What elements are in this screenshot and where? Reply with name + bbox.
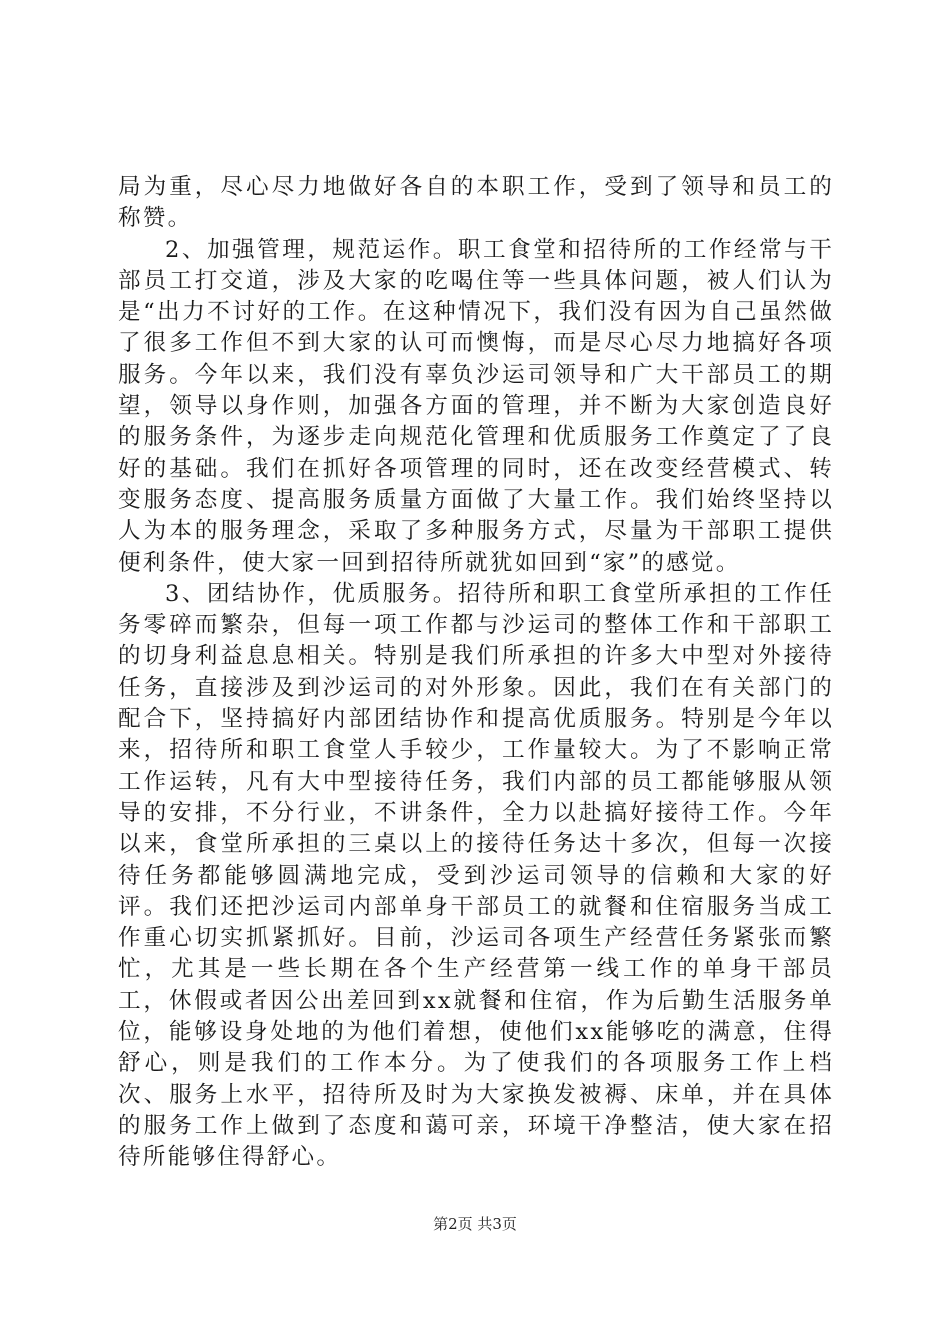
page-footer: 第2页 共3页 [433, 1215, 517, 1233]
paragraph-continuation: 局为重，尽心尽力地做好各自的本职工作，受到了领导和员工的称赞。 [118, 174, 834, 232]
paragraph-management: 2、加强管理，规范运作。职工食堂和招待所的工作经常与干部员工打交道，涉及大家的吃喝住等一些具体问题，被人们认为是“出力不讨好的工作。在这种情况下，我们没有因为自己虽然做了很多工作但不到大家的认可而懊悔，而是尽心尽力地搞好各项服务。今年以来，我们没有辜负沙运司领导和广大干部员工的期望，领导以身作则，加强各方面的管理，并不断为大家创造良好的服务条件，为逐步走向规范化管理和优质服务工作奠定了了良好的基础。我们在抓好各项管理的同时，还在改变经营模式、转变服务态度、提高服务质量方面做了大量工作。我们始终坚持以人为本的服务理念，采取了多种服务方式，尽量为干部职工提供便利条件，使大家一回到招待所就犹如回到“家”的感觉。 [118, 236, 834, 576]
paragraph-cooperation: 3、团结协作，优质服务。招待所和职工食堂所承担的工作任务零碎而繁杂，但每一项工作都与沙运司的整体工作和干部职工的切身利益息息相关。特别是我们所承担的许多大中型对外接待任务，直接涉及到沙运司的对外形象。因此，我们在有关部门的配合下，坚持搞好内部团结协作和提高优质服务。特别是今年以来，招待所和职工食堂人手较少，工作量较大。为了不影响正常工作运转，凡有大中型接待任务，我们内部的员工都能够服从领导的安排，不分行业，不讲条件，全力以赴搞好接待工作。今年以来，食堂所承担的三桌以上的接待任务达十多次，但每一次接待任务都能够圆满地完成，受到沙运司领导的信赖和大家的好评。我们还把沙运司内部单身干部员工的就餐和住宿服务当成工作重心切实抓紧抓好。目前，沙运司各项生产经营任务紧张而繁忙，尤其是一些长期在各个生产经营第一线工作的单身干部员工，休假或者因公出差回到xx就餐和住宿，作为后勤生活服务单位，能够设身处地的为他们着想，使他们xx能够吃的满意，住得舒心，则是我们的工作本分。为了使我们的各项服务工作上档次、服务上水平，招待所及时为大家换发被褥、床单，并在具体的服务工作上做到了态度和蔼可亲，环境干净整洁，使大家在招待所能够住得舒心。 [118, 580, 834, 1171]
document-body [118, 172, 834, 1174]
